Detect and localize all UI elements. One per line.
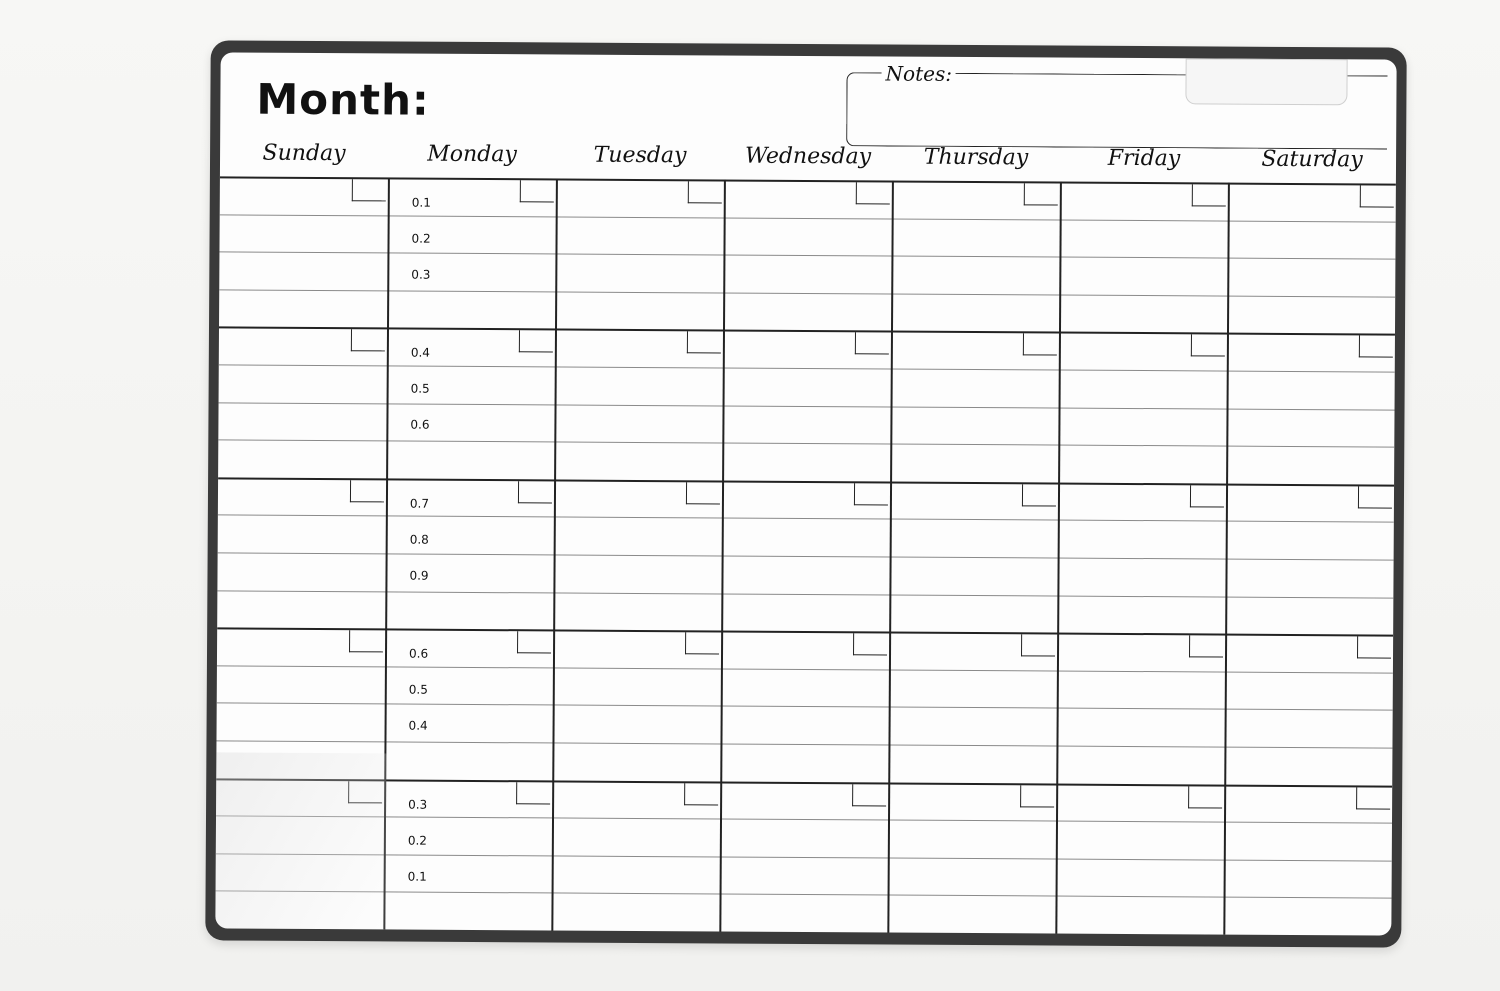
date-box: [1189, 636, 1223, 658]
scale-tick-label: 0.8: [409, 532, 429, 547]
date-box: [1359, 336, 1393, 358]
writing-line: [216, 891, 1392, 899]
date-box: [1357, 637, 1391, 659]
writing-line: [216, 740, 1392, 748]
tab-flap: [1185, 58, 1347, 105]
date-box: [1191, 335, 1225, 357]
month-title: Month:: [256, 74, 430, 125]
plastic-glare: [215, 752, 386, 933]
date-box: [520, 180, 554, 202]
writing-line: [217, 665, 1393, 673]
writing-line: [218, 552, 1394, 560]
date-box: [352, 179, 386, 201]
writing-line: [217, 590, 1393, 598]
scale-tick-label: 0.6: [410, 417, 430, 433]
calendar-sheet: [215, 52, 1396, 935]
scale-tick-label: 0.6: [408, 646, 429, 661]
date-box: [1190, 485, 1224, 507]
date-box: [519, 331, 553, 353]
writing-line: [217, 703, 1393, 711]
date-box: [1188, 786, 1222, 808]
scale-tick-label: 0.2: [407, 833, 428, 848]
scale-tick-label: 0.9: [409, 568, 429, 583]
scale-tick-label: 0.5: [410, 381, 430, 397]
whiteboard-calendar: [205, 40, 1406, 947]
date-box: [686, 482, 720, 504]
day-header-tuesday: Tuesday: [593, 142, 687, 169]
date-box: [516, 782, 550, 804]
date-box: [1360, 185, 1394, 207]
date-box: [854, 483, 888, 505]
date-box: [688, 181, 722, 203]
writing-line: [216, 853, 1392, 861]
date-box: [1023, 334, 1057, 356]
writing-line: [219, 364, 1395, 372]
date-box: [1021, 635, 1055, 657]
scale-tick-label: 0.4: [410, 345, 430, 361]
date-box: [685, 632, 719, 654]
scale-tick-label: 0.3: [408, 797, 428, 812]
date-box: [517, 631, 551, 653]
date-box: [1192, 184, 1226, 206]
date-box: [852, 784, 886, 806]
day-header-saturday: Saturday: [1261, 146, 1363, 173]
date-box: [1020, 785, 1054, 807]
writing-line: [220, 214, 1396, 222]
date-box: [518, 481, 552, 503]
writing-line: [219, 289, 1395, 297]
date-box: [853, 633, 887, 655]
day-header-friday: Friday: [1107, 145, 1181, 172]
notes-label: Notes:: [881, 61, 956, 85]
date-box: [856, 182, 890, 204]
day-header-monday: Monday: [427, 141, 517, 168]
scale-tick-label: 0.5: [408, 682, 428, 697]
scale-tick-label: 0.7: [409, 496, 430, 511]
scale-tick-label: 0.1: [407, 869, 427, 884]
date-box: [1022, 484, 1056, 506]
scale-tick-label: 0.2: [411, 231, 431, 246]
calendar-grid: [215, 176, 1396, 935]
day-header-sunday: Sunday: [262, 140, 346, 167]
writing-line: [219, 252, 1395, 260]
date-box: [350, 480, 384, 502]
date-box: [855, 333, 889, 355]
writing-line: [219, 402, 1395, 410]
date-box: [1356, 787, 1390, 809]
scale-tick-label: 0.3: [411, 267, 431, 282]
writing-line: [218, 440, 1394, 448]
date-box: [349, 630, 383, 652]
scale-tick-label: 0.1: [411, 195, 431, 210]
date-box: [1358, 486, 1392, 508]
writing-line: [216, 816, 1392, 824]
date-box: [687, 332, 721, 354]
day-header-thursday: Thursday: [923, 144, 1029, 171]
date-box: [684, 783, 718, 805]
date-box: [351, 330, 385, 352]
writing-line: [218, 515, 1394, 523]
scale-tick-label: 0.4: [408, 718, 428, 733]
day-header-wednesday: Wednesday: [744, 143, 872, 170]
date-box: [1024, 183, 1058, 205]
